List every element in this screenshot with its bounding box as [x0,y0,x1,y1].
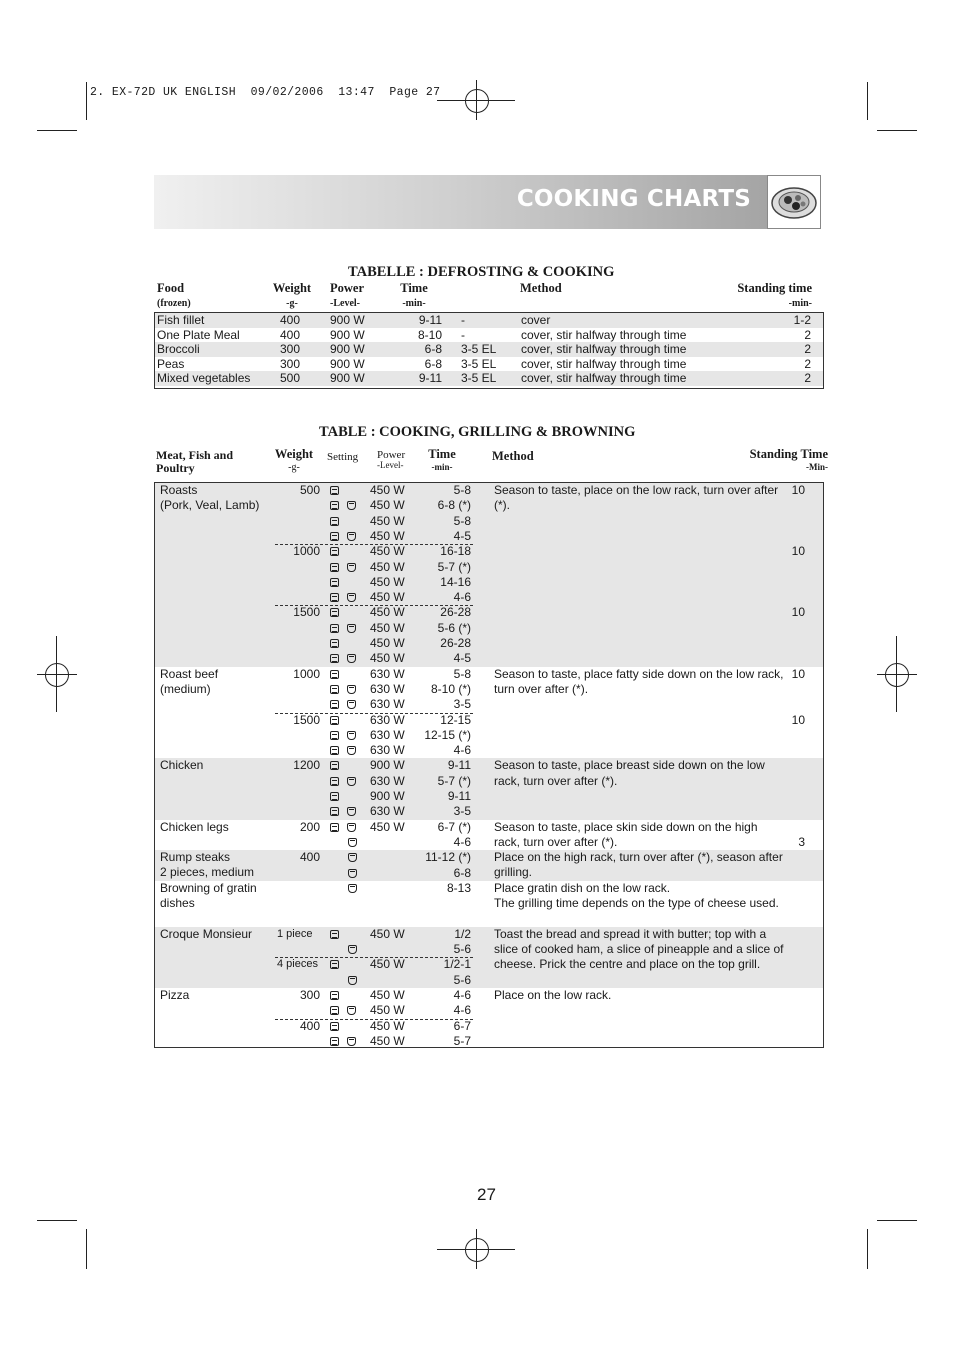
microwave-icon [330,792,339,801]
col-header-food: Meat, Fish and Poultry [156,448,234,475]
col-header-weight: Weight -g- [274,447,314,473]
grill-icon [347,746,356,755]
food-line: dishes [160,896,195,911]
time-cell: 5-8 [453,483,471,497]
setting-cell [330,575,339,590]
weight-cell: 200 [299,819,320,834]
print-slug: 2. EX-72D UK ENGLISH 09/02/2006 13:47 Page 27 [90,86,441,99]
power-cell: 630 W [370,804,405,819]
method-cell: cover, stir halfway through time [521,342,687,357]
microwave-icon [330,960,339,969]
microwave-icon [330,685,339,694]
setting-cell [330,713,339,728]
power-cell: 450 W [370,819,405,834]
setting-cell [348,835,357,850]
method-cell: cover, stir halfway through time [521,356,687,371]
microwave-icon [330,501,339,510]
time-cell: 4-6 [453,1003,471,1018]
time-cell: 1/2 [454,926,471,941]
time-cell: 9-11 [418,313,442,327]
time-cell: 14-16 [440,574,471,589]
crop-mark [37,130,77,131]
crop-mark [867,82,868,120]
time-cell: 9-11 [418,371,442,386]
method-text: Place on the high rack, turn over after (*), season after grilling. [494,850,783,880]
power-cell: 630 W [370,666,405,681]
setting-cell [348,850,357,865]
time-cell: 8-13 [446,880,471,895]
power-cell: 900 W [330,313,365,327]
power-cell: 900 W [330,356,365,371]
standing-cell: 10 [791,712,805,727]
food-line: Rump steaks [160,850,231,865]
time-cell: 5-7 (*) [437,559,471,574]
grill-icon [348,945,357,954]
time-cell: 5-6 [453,942,471,956]
food-cell: Peas [157,356,185,371]
microwave-icon [330,823,339,832]
standing-cell: 10 [791,544,805,559]
time-cell: 4-6 [453,590,471,605]
power-cell: 450 W [370,651,405,666]
method-text: Place on the low rack. [494,987,612,1002]
time-cell: 26-28 [440,636,471,650]
weight-cell: 300 [280,342,301,357]
setting-cell [330,590,356,605]
microwave-icon [330,1006,339,1015]
food-line: Browning of gratin [160,880,257,895]
setting-cell [330,529,356,544]
microwave-icon [330,761,339,770]
col-header-time: Time -min- [428,447,456,472]
food-line: (Pork, Veal, Lamb) [160,498,260,513]
setting-cell [330,498,356,513]
setting-cell [330,988,339,1003]
food-cell: Mixed vegetables [157,371,251,386]
col-header-power: Power -Level- [330,281,365,309]
setting-cell [330,682,356,697]
setting-cell [330,636,339,651]
microwave-icon [330,670,339,679]
method-text: Toast the bread and spread it with butter; top with a slice of cooked ham, a slice of pineapple and a slice of cheese. Prick the centre and place on the top grill. [494,926,784,972]
setting-cell [330,667,339,682]
col-header-standing: Standing Time -Min- [749,447,828,472]
time-cell: 6-8 [424,356,442,371]
grill-icon [348,869,357,878]
grill-icon [347,654,356,663]
crop-mark [86,82,87,120]
setting-cell [330,1034,356,1049]
extra-cell: - [461,313,465,327]
time-cell: 4-5 [453,528,471,543]
setting-cell [330,651,356,666]
power-cell: 630 W [370,727,405,742]
standing-cell: 1-2 [793,313,811,327]
time-cell: 11-12 (*) [425,850,471,865]
food-name [160,988,189,1003]
setting-cell [330,957,339,972]
section-banner [154,175,821,229]
weight-cell: 500 [280,371,301,386]
microwave-icon [330,700,339,709]
microwave-icon [330,654,339,663]
food-name [160,483,259,514]
grill-icon [348,884,357,893]
setting-cell [330,560,356,575]
setting-cell [330,697,356,712]
setting-cell [330,789,339,804]
grill-icon [347,563,356,572]
setting-cell [330,514,339,529]
method-text: Season to taste, place skin side down on the high rack, turn over after (*). [494,819,758,849]
grill-icon [347,1006,356,1015]
crop-mark [877,1220,917,1221]
grill-icon [347,823,356,832]
food-line: Croque Monsieur [160,926,253,941]
food-line: Pizza [160,987,190,1002]
setting-cell [330,804,356,819]
power-cell: 450 W [370,513,405,528]
col-header-method: Method [492,449,534,463]
microwave-icon [330,517,339,526]
microwave-icon [330,746,339,755]
grill-icon [347,685,356,694]
weight-cell: 1500 [293,605,320,620]
weight-cell: 500 [299,483,320,497]
power-cell: 630 W [370,743,405,758]
time-cell: 3-5 [453,804,471,819]
microwave-icon [330,624,339,633]
col-header-setting: Setting [327,451,359,463]
microwave-icon [330,486,339,495]
microwave-icon [330,777,339,786]
power-cell: 630 W [370,712,405,727]
table-row [155,328,823,343]
extra-cell: 3-5 EL [461,342,497,357]
extra-cell: - [461,327,465,342]
standing-cell: 10 [791,666,805,681]
microwave-icon [330,930,339,939]
food-cell: Broccoli [157,342,200,357]
setting-cell [348,942,357,957]
method-cell: cover, stir halfway through time [521,327,687,342]
setting-cell [348,866,357,881]
setting-cell [330,743,356,758]
method-text: Season to taste, place on the low rack, turn over after (*). [494,483,779,513]
grill-icon [347,777,356,786]
power-cell: 900 W [370,758,405,773]
grill-icon [347,807,356,816]
grill-icon [348,976,357,985]
extra-cell: 3-5 EL [461,356,497,371]
weight-cell: 400 [280,327,301,342]
time-cell: 9-11 [447,758,471,773]
time-cell: 26-28 [440,605,471,620]
time-cell: 3-5 [453,697,471,712]
setting-cell [330,774,356,789]
grill-icon [347,532,356,541]
col-header-standing: Standing time -min- [737,281,812,309]
microwave-icon [330,578,339,587]
food-line: Roasts [160,483,198,497]
weight-cell: 300 [280,356,301,371]
defrost-table [154,312,824,389]
time-cell: 1/2-1 [443,957,471,972]
power-cell: 450 W [370,528,405,543]
microwave-icon [330,547,339,556]
food-plate-icon [767,175,821,229]
weight-cell: 400 [299,1018,320,1033]
setting-cell [330,544,339,559]
setting-cell [330,728,356,743]
microwave-icon [330,807,339,816]
power-cell: 450 W [370,544,405,559]
weight-cell: 400 [299,850,320,865]
food-line: 2 pieces, medium [160,865,255,880]
weight-cell: 1200 [293,758,320,773]
standing-cell: 2 [804,356,811,371]
time-cell: 6-8 [424,342,442,357]
standing-cell: 2 [804,371,811,386]
food-name [160,820,229,835]
time-cell: 5-7 (*) [437,773,471,788]
time-cell: 12-15 [440,712,471,727]
weight-cell: 300 [299,987,320,1002]
time-cell: 4-6 [453,834,471,849]
power-cell: 450 W [370,926,405,941]
standing-cell: 10 [791,483,805,497]
grill-icon [347,501,356,510]
crop-mark [877,130,917,131]
banner-title: COOKING CHARTS [516,186,751,212]
food-line: Roast beef [160,666,219,681]
food-line: Chicken [160,758,204,773]
time-cell: 6-7 [453,1018,471,1033]
time-cell: 16-18 [440,544,471,559]
grill-icon [348,838,357,847]
setting-cell [348,973,357,988]
food-name [160,758,203,773]
microwave-icon [330,991,339,1000]
setting-cell [330,1003,356,1018]
microwave-icon [330,731,339,740]
col-header-time: Time -min- [400,281,428,309]
method-text: The grilling time depends on the type of cheese used. [494,896,779,911]
time-cell: 12-15 (*) [424,727,471,742]
col-header-method: Method [520,281,562,295]
power-cell: 630 W [370,681,405,696]
power-cell: 450 W [370,590,405,605]
power-cell: 900 W [330,327,365,342]
col-header-power: Power -Level- [377,449,406,470]
food-name [160,881,257,912]
setting-cell [330,758,339,773]
col-header-food: Food (frozen) [157,281,191,309]
table-row [155,357,823,372]
grill-icon [348,853,357,862]
grill-icon [347,700,356,709]
time-cell: 9-11 [447,789,471,803]
time-cell: 4-5 [453,651,471,666]
microwave-icon [330,608,339,617]
method-text: Season to taste, place breast side down on the low rack, turn over after (*). [494,758,765,788]
microwave-icon [330,563,339,572]
method-cell: cover, stir halfway through time [521,371,687,386]
method-text: Place gratin dish on the low rack. [494,880,671,895]
crop-mark [86,1229,87,1269]
power-cell: 630 W [370,697,405,712]
microwave-icon [330,532,339,541]
setting-cell [330,483,339,498]
food-line: (medium) [160,681,211,696]
time-cell: 6-7 (*) [437,819,471,834]
standing-cell: 10 [791,605,805,620]
grill-icon [347,731,356,740]
power-cell: 450 W [370,605,405,620]
power-cell: 450 W [370,574,405,589]
setting-cell [330,927,339,942]
time-cell: 5-8 [453,666,471,681]
method-text: Season to taste, place fatty side down on the low rack, turn over after (*). [494,666,784,696]
setting-cell [330,621,356,636]
setting-cell [330,820,356,835]
standing-cell: 2 [804,342,811,357]
power-cell: 630 W [370,773,405,788]
table-row [155,342,823,357]
power-cell: 450 W [370,957,405,972]
table-row [155,313,823,328]
food-name [160,850,254,881]
power-cell: 900 W [330,342,365,357]
crop-mark [37,1220,77,1221]
microwave-icon [330,716,339,725]
food-cell: Fish fillet [157,313,205,327]
defrost-table-title: TABELLE : DEFROSTING & COOKING [348,264,615,280]
food-cell: One Plate Meal [157,327,240,342]
standing-cell: 2 [804,327,811,342]
weight-cell: 4 pieces [277,958,318,971]
weight-cell: 1000 [293,666,320,681]
time-cell: 8-10 [417,327,442,342]
power-cell: 450 W [370,620,405,635]
power-cell: 450 W [370,987,405,1002]
food-name [160,927,252,942]
microwave-icon [330,639,339,648]
method-cell: cover [521,313,551,327]
time-cell: 8-10 (*) [430,681,471,696]
time-cell: 6-8 [453,865,471,880]
col-header-weight: Weight -g- [272,281,312,309]
power-cell: 900 W [330,371,365,386]
power-cell: 450 W [370,1003,405,1018]
time-cell: 4-6 [453,743,471,758]
setting-cell [330,1019,339,1034]
microwave-icon [330,1037,339,1046]
power-cell: 450 W [370,498,405,513]
page-number: 27 [477,1185,496,1204]
crop-mark [867,1229,868,1269]
microwave-icon [330,1022,339,1031]
power-cell: 450 W [370,1018,405,1033]
microwave-icon [330,593,339,602]
time-cell: 6-8 (*) [437,498,471,513]
setting-cell [330,605,339,620]
power-cell: 450 W [370,559,405,574]
weight-cell: 1 piece [277,927,313,940]
weight-cell: 400 [280,313,301,327]
weight-cell: 1000 [293,544,320,559]
table-row [155,371,823,386]
grill-icon [347,1037,356,1046]
extra-cell: 3-5 EL [461,371,497,386]
grill-icon [347,593,356,602]
cooking-table-title: TABLE : COOKING, GRILLING & BROWNING [319,424,636,440]
power-cell: 450 W [370,1033,405,1048]
standing-cell: 3 [798,834,805,849]
time-cell: 5-8 [453,513,471,528]
cooking-table [154,482,824,1048]
food-name [160,667,218,698]
power-cell: 450 W [370,483,405,497]
time-cell: 5-7 [453,1033,471,1048]
time-cell: 5-6 (*) [437,620,471,635]
food-line: Chicken legs [160,819,229,834]
grill-icon [347,624,356,633]
setting-cell [348,881,357,896]
time-cell: 5-6 [453,972,471,987]
weight-cell: 1500 [293,712,320,727]
time-cell: 4-6 [453,987,471,1002]
power-cell: 900 W [370,789,405,803]
power-cell: 450 W [370,636,405,650]
